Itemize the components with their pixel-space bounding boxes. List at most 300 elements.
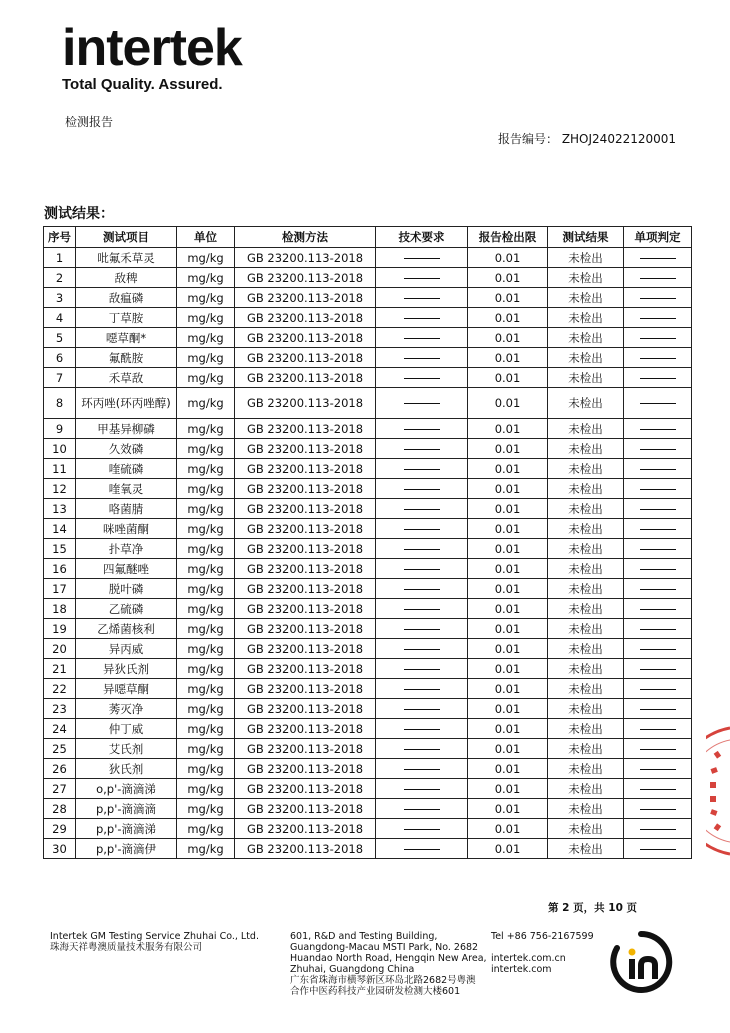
test-item-cell: 敌瘟磷 (76, 288, 177, 308)
table-row (44, 419, 692, 439)
unit-cell: mg/kg (177, 799, 235, 819)
detection-limit-cell: 0.01 (468, 459, 548, 479)
unit-cell: mg/kg (177, 519, 235, 539)
test-result-cell: 未检出 (548, 739, 624, 759)
test-method-cell: GB 23200.113-2018 (235, 268, 376, 288)
requirement-cell (376, 679, 468, 699)
test-method-cell: GB 23200.113-2018 (235, 499, 376, 519)
dash-line (640, 749, 676, 750)
address-line: 601, R&D and Testing Building, (290, 931, 438, 942)
dash-line (640, 549, 676, 550)
judgement-cell (624, 739, 692, 759)
dash-line (404, 358, 440, 359)
unit-cell: mg/kg (177, 479, 235, 499)
document-title: 检测报告 (65, 115, 114, 129)
requirement-cell (376, 328, 468, 348)
table-row (44, 439, 692, 459)
address-line: Huandao North Road, Hengqin New Area, (290, 953, 487, 964)
footer-address (290, 931, 487, 997)
test-method-cell: GB 23200.113-2018 (235, 388, 376, 419)
detection-limit-cell: 0.01 (468, 559, 548, 579)
dash-line (404, 489, 440, 490)
dash-line (640, 729, 676, 730)
table-body (44, 248, 692, 859)
unit-cell: mg/kg (177, 388, 235, 419)
judgement-cell (624, 719, 692, 739)
report-number: 报告编号： ZHOJ24022120001 (498, 132, 677, 146)
test-result-cell: 未检出 (548, 599, 624, 619)
unit-cell: mg/kg (177, 759, 235, 779)
table-row (44, 248, 692, 268)
test-result-cell: 未检出 (548, 368, 624, 388)
dash-line (640, 429, 676, 430)
test-result-cell: 未检出 (548, 328, 624, 348)
table-row (44, 639, 692, 659)
column-header: 检测方法 (235, 227, 376, 248)
table-row (44, 599, 692, 619)
test-item-cell: 乙烯菌核利 (76, 619, 177, 639)
table-row (44, 559, 692, 579)
test-item-cell: 氟酰胺 (76, 348, 177, 368)
requirement-cell (376, 419, 468, 439)
test-item-cell: 禾草敌 (76, 368, 177, 388)
test-result-cell: 未检出 (548, 479, 624, 499)
test-result-cell: 未检出 (548, 639, 624, 659)
judgement-cell (624, 519, 692, 539)
test-item-cell: 脱叶磷 (76, 579, 177, 599)
test-method-cell: GB 23200.113-2018 (235, 368, 376, 388)
row-number-cell: 10 (44, 439, 76, 459)
requirement-cell (376, 719, 468, 739)
dash-line (404, 278, 440, 279)
row-number-cell: 5 (44, 328, 76, 348)
detection-limit-cell: 0.01 (468, 699, 548, 719)
dash-line (640, 829, 676, 830)
test-result-cell: 未检出 (548, 419, 624, 439)
judgement-cell (624, 268, 692, 288)
section-title: 测试结果： (44, 206, 114, 222)
company-name-en: Intertek GM Testing Service Zhuhai Co., Ltd. (50, 931, 259, 942)
test-item-cell: 四氟醚唑 (76, 559, 177, 579)
dash-line (404, 609, 440, 610)
judgement-cell (624, 328, 692, 348)
dash-line (640, 258, 676, 259)
dash-line (640, 449, 676, 450)
test-result-cell: 未检出 (548, 248, 624, 268)
dash-line (404, 769, 440, 770)
test-result-cell: 未检出 (548, 839, 624, 859)
table-row (44, 539, 692, 559)
unit-cell: mg/kg (177, 459, 235, 479)
test-method-cell: GB 23200.113-2018 (235, 599, 376, 619)
detection-limit-cell: 0.01 (468, 308, 548, 328)
test-item-cell: 甲基异柳磷 (76, 419, 177, 439)
requirement-cell (376, 388, 468, 419)
test-result-cell: 未检出 (548, 619, 624, 639)
requirement-cell (376, 439, 468, 459)
detection-limit-cell: 0.01 (468, 819, 548, 839)
results-table (43, 226, 692, 859)
row-number-cell: 19 (44, 619, 76, 639)
row-number-cell: 17 (44, 579, 76, 599)
table-row (44, 779, 692, 799)
judgement-cell (624, 839, 692, 859)
unit-cell: mg/kg (177, 539, 235, 559)
test-method-cell: GB 23200.113-2018 (235, 479, 376, 499)
detection-limit-cell: 0.01 (468, 328, 548, 348)
column-header: 单位 (177, 227, 235, 248)
test-result-cell: 未检出 (548, 679, 624, 699)
dash-line (640, 809, 676, 810)
judgement-cell (624, 248, 692, 268)
table-row (44, 268, 692, 288)
row-number-cell: 21 (44, 659, 76, 679)
table-row (44, 308, 692, 328)
table-row (44, 699, 692, 719)
column-header: 测试结果 (548, 227, 624, 248)
test-item-cell: 扑草净 (76, 539, 177, 559)
dash-line (404, 469, 440, 470)
judgement-cell (624, 619, 692, 639)
judgement-cell (624, 439, 692, 459)
dash-line (640, 649, 676, 650)
test-item-cell: 异丙威 (76, 639, 177, 659)
detection-limit-cell: 0.01 (468, 388, 548, 419)
row-number-cell: 8 (44, 388, 76, 419)
unit-cell: mg/kg (177, 328, 235, 348)
table-row (44, 659, 692, 679)
unit-cell: mg/kg (177, 579, 235, 599)
test-result-cell: 未检出 (548, 759, 624, 779)
table-row (44, 459, 692, 479)
test-item-cell: 噁草酮* (76, 328, 177, 348)
judgement-cell (624, 639, 692, 659)
test-item-cell: 艾氏剂 (76, 739, 177, 759)
requirement-cell (376, 819, 468, 839)
row-number-cell: 7 (44, 368, 76, 388)
dash-line (404, 338, 440, 339)
row-number-cell: 24 (44, 719, 76, 739)
test-method-cell: GB 23200.113-2018 (235, 699, 376, 719)
row-number-cell: 16 (44, 559, 76, 579)
dash-line (640, 849, 676, 850)
requirement-cell (376, 459, 468, 479)
dash-line (404, 749, 440, 750)
requirement-cell (376, 659, 468, 679)
test-method-cell: GB 23200.113-2018 (235, 779, 376, 799)
table-header-row (44, 227, 692, 248)
requirement-cell (376, 348, 468, 368)
detection-limit-cell: 0.01 (468, 679, 548, 699)
footer-contact (491, 931, 594, 975)
judgement-cell (624, 579, 692, 599)
test-result-cell: 未检出 (548, 348, 624, 368)
table-row (44, 499, 692, 519)
table-row (44, 619, 692, 639)
test-item-cell: 吡氟禾草灵 (76, 248, 177, 268)
unit-cell: mg/kg (177, 348, 235, 368)
table-row (44, 479, 692, 499)
table-row (44, 579, 692, 599)
dash-line (640, 669, 676, 670)
test-method-cell: GB 23200.113-2018 (235, 759, 376, 779)
table-row (44, 819, 692, 839)
test-item-cell: 狄氏剂 (76, 759, 177, 779)
table-row (44, 719, 692, 739)
unit-cell: mg/kg (177, 839, 235, 859)
detection-limit-cell: 0.01 (468, 348, 548, 368)
test-method-cell: GB 23200.113-2018 (235, 839, 376, 859)
test-item-cell: p,p'-滴滴滴 (76, 799, 177, 819)
requirement-cell (376, 308, 468, 328)
test-item-cell: 乙硫磷 (76, 599, 177, 619)
test-item-cell: 丁草胺 (76, 308, 177, 328)
judgement-cell (624, 559, 692, 579)
dash-line (404, 298, 440, 299)
unit-cell: mg/kg (177, 819, 235, 839)
judgement-cell (624, 288, 692, 308)
row-number-cell: 29 (44, 819, 76, 839)
table-row (44, 388, 692, 419)
test-item-cell: p,p'-滴滴伊 (76, 839, 177, 859)
dash-line (640, 509, 676, 510)
test-method-cell: GB 23200.113-2018 (235, 619, 376, 639)
row-number-cell: 15 (44, 539, 76, 559)
test-method-cell: GB 23200.113-2018 (235, 328, 376, 348)
row-number-cell: 26 (44, 759, 76, 779)
test-method-cell: GB 23200.113-2018 (235, 819, 376, 839)
test-method-cell: GB 23200.113-2018 (235, 439, 376, 459)
judgement-cell (624, 819, 692, 839)
requirement-cell (376, 559, 468, 579)
dash-line (404, 589, 440, 590)
detection-limit-cell: 0.01 (468, 248, 548, 268)
test-method-cell: GB 23200.113-2018 (235, 308, 376, 328)
column-header: 技术要求 (376, 227, 468, 248)
dash-line (640, 629, 676, 630)
requirement-cell (376, 288, 468, 308)
table-row (44, 328, 692, 348)
table-row (44, 679, 692, 699)
judgement-cell (624, 368, 692, 388)
table-row (44, 368, 692, 388)
unit-cell: mg/kg (177, 659, 235, 679)
intertek-circle-logo-icon (609, 930, 673, 994)
requirement-cell (376, 759, 468, 779)
row-number-cell: 6 (44, 348, 76, 368)
address-line: 合作中医药科技产业园研发检测大楼601 (290, 986, 461, 997)
requirement-cell (376, 839, 468, 859)
dash-line (640, 403, 676, 404)
test-result-cell: 未检出 (548, 268, 624, 288)
judgement-cell (624, 699, 692, 719)
dash-line (404, 709, 440, 710)
requirement-cell (376, 579, 468, 599)
detection-limit-cell: 0.01 (468, 719, 548, 739)
dash-line (404, 669, 440, 670)
detection-limit-cell: 0.01 (468, 759, 548, 779)
row-number-cell: 14 (44, 519, 76, 539)
dash-line (640, 689, 676, 690)
company-name-cn: 珠海天祥粤澳质量技术服务有限公司 (50, 942, 203, 953)
test-result-cell: 未检出 (548, 659, 624, 679)
test-result-cell: 未检出 (548, 819, 624, 839)
row-number-cell: 18 (44, 599, 76, 619)
unit-cell: mg/kg (177, 248, 235, 268)
dash-line (640, 298, 676, 299)
test-item-cell: 异狄氏剂 (76, 659, 177, 679)
dash-line (404, 649, 440, 650)
dash-line (640, 769, 676, 770)
detection-limit-cell: 0.01 (468, 439, 548, 459)
dash-line (640, 789, 676, 790)
judgement-cell (624, 539, 692, 559)
judgement-cell (624, 388, 692, 419)
detection-limit-cell: 0.01 (468, 519, 548, 539)
requirement-cell (376, 639, 468, 659)
test-method-cell: GB 23200.113-2018 (235, 679, 376, 699)
unit-cell: mg/kg (177, 619, 235, 639)
test-method-cell: GB 23200.113-2018 (235, 639, 376, 659)
judgement-cell (624, 459, 692, 479)
test-method-cell: GB 23200.113-2018 (235, 659, 376, 679)
row-number-cell: 11 (44, 459, 76, 479)
test-method-cell: GB 23200.113-2018 (235, 288, 376, 308)
dash-line (640, 318, 676, 319)
test-result-cell: 未检出 (548, 799, 624, 819)
requirement-cell (376, 779, 468, 799)
judgement-cell (624, 779, 692, 799)
requirement-cell (376, 539, 468, 559)
unit-cell: mg/kg (177, 599, 235, 619)
unit-cell: mg/kg (177, 679, 235, 699)
test-item-cell: 莠灭净 (76, 699, 177, 719)
unit-cell: mg/kg (177, 499, 235, 519)
website[interactable]: intertek.com (491, 964, 552, 975)
test-method-cell: GB 23200.113-2018 (235, 719, 376, 739)
detection-limit-cell: 0.01 (468, 368, 548, 388)
dash-line (640, 569, 676, 570)
table-row (44, 519, 692, 539)
test-result-cell: 未检出 (548, 519, 624, 539)
unit-cell: mg/kg (177, 739, 235, 759)
dash-line (404, 403, 440, 404)
detection-limit-cell: 0.01 (468, 779, 548, 799)
dash-line (640, 529, 676, 530)
test-method-cell: GB 23200.113-2018 (235, 459, 376, 479)
test-result-cell: 未检出 (548, 719, 624, 739)
unit-cell: mg/kg (177, 419, 235, 439)
row-number-cell: 13 (44, 499, 76, 519)
requirement-cell (376, 619, 468, 639)
judgement-cell (624, 308, 692, 328)
row-number-cell: 12 (44, 479, 76, 499)
test-result-cell: 未检出 (548, 779, 624, 799)
dash-line (640, 378, 676, 379)
row-number-cell: 30 (44, 839, 76, 859)
dash-line (640, 589, 676, 590)
column-header: 序号 (44, 227, 76, 248)
row-number-cell: 3 (44, 288, 76, 308)
test-item-cell: 环丙唑(环丙唑醇) (76, 388, 177, 419)
judgement-cell (624, 479, 692, 499)
test-item-cell: 久效磷 (76, 439, 177, 459)
test-method-cell: GB 23200.113-2018 (235, 559, 376, 579)
address-line: 广东省珠海市横琴新区环岛北路2682号粤澳 (290, 975, 476, 986)
table-row (44, 288, 692, 308)
test-result-cell: 未检出 (548, 579, 624, 599)
table-row (44, 799, 692, 819)
logo-tagline: Total Quality. Assured. (62, 76, 223, 93)
test-item-cell: p,p'-滴滴涕 (76, 819, 177, 839)
judgement-cell (624, 679, 692, 699)
detection-limit-cell: 0.01 (468, 579, 548, 599)
row-number-cell: 27 (44, 779, 76, 799)
test-result-cell: 未检出 (548, 699, 624, 719)
requirement-cell (376, 799, 468, 819)
requirement-cell (376, 268, 468, 288)
dash-line (640, 489, 676, 490)
requirement-cell (376, 368, 468, 388)
unit-cell: mg/kg (177, 308, 235, 328)
table-row (44, 739, 692, 759)
test-result-cell: 未检出 (548, 439, 624, 459)
unit-cell: mg/kg (177, 719, 235, 739)
dash-line (404, 789, 440, 790)
test-item-cell: 咪唑菌酮 (76, 519, 177, 539)
dash-line (640, 358, 676, 359)
test-item-cell: 敌稗 (76, 268, 177, 288)
requirement-cell (376, 479, 468, 499)
official-seal-stamp (706, 726, 730, 856)
judgement-cell (624, 348, 692, 368)
detection-limit-cell: 0.01 (468, 659, 548, 679)
dash-line (640, 709, 676, 710)
dash-line (404, 258, 440, 259)
judgement-cell (624, 659, 692, 679)
row-number-cell: 9 (44, 419, 76, 439)
page-number: 第 2 页，共 10 页 (548, 902, 638, 914)
test-result-cell: 未检出 (548, 459, 624, 479)
dash-line (640, 278, 676, 279)
test-item-cell: 喹硫磷 (76, 459, 177, 479)
row-number-cell: 22 (44, 679, 76, 699)
dash-line (404, 689, 440, 690)
detection-limit-cell: 0.01 (468, 288, 548, 308)
intertek-logo (62, 19, 242, 93)
column-header: 报告检出限 (468, 227, 548, 248)
test-item-cell: o,p'-滴滴涕 (76, 779, 177, 799)
unit-cell: mg/kg (177, 368, 235, 388)
unit-cell: mg/kg (177, 439, 235, 459)
unit-cell: mg/kg (177, 639, 235, 659)
dash-line (404, 318, 440, 319)
dash-line (404, 729, 440, 730)
dash-line (404, 509, 440, 510)
dash-line (640, 609, 676, 610)
requirement-cell (376, 248, 468, 268)
test-method-cell: GB 23200.113-2018 (235, 519, 376, 539)
website-cn[interactable]: intertek.com.cn (491, 953, 566, 964)
detection-limit-cell: 0.01 (468, 479, 548, 499)
unit-cell: mg/kg (177, 268, 235, 288)
row-number-cell: 28 (44, 799, 76, 819)
test-method-cell: GB 23200.113-2018 (235, 739, 376, 759)
judgement-cell (624, 419, 692, 439)
test-method-cell: GB 23200.113-2018 (235, 579, 376, 599)
test-method-cell: GB 23200.113-2018 (235, 799, 376, 819)
address-line: Guangdong-Macau MSTI Park, No. 2682 (290, 942, 479, 953)
